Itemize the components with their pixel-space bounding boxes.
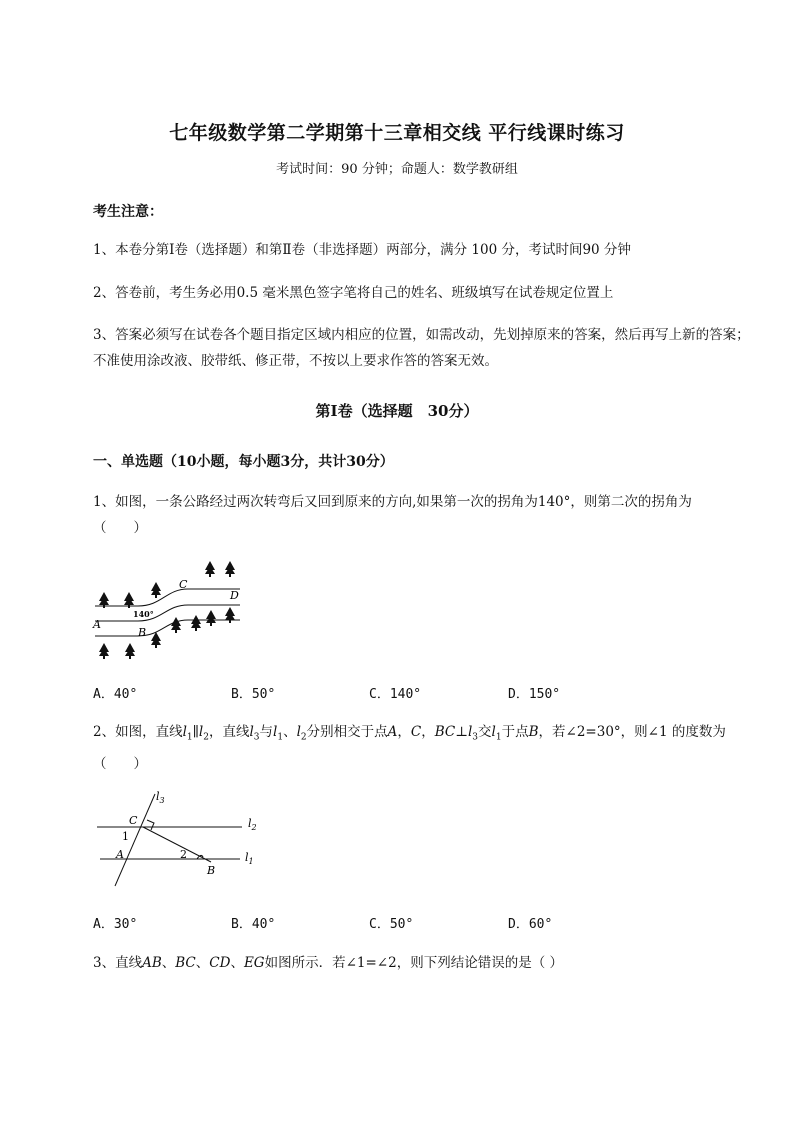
point-b-label: B	[207, 864, 216, 877]
notice-item-1: 1、本卷分第Ⅰ卷（选择题）和第Ⅱ卷（非选择题）两部分，满分 100 分，考试时间90 分钟	[93, 242, 631, 258]
question-1-figure	[90, 555, 250, 660]
exam-info: 考试时间：90 分钟；命题人：数学教研组	[276, 162, 518, 177]
road-lines	[95, 589, 240, 636]
point-d-label: D	[230, 589, 239, 602]
notice-item-3: 3、答案必须写在试卷各个题目指定区域内相应的位置，如需改动，先划掉原来的答案，然后再写上新的答案；不准使用涂改液、胶带纸、修正带，不按以上要求作答的答案无效。	[93, 327, 750, 369]
q2-option-d[interactable]: D．60°	[508, 917, 553, 932]
q1-option-b[interactable]: B．50°	[231, 687, 276, 702]
tree-icons	[99, 561, 235, 659]
point-a-label: A	[93, 618, 101, 631]
angle-2-label: 2	[180, 848, 187, 861]
question-1-text: 1、如图，一条公路经过两次转弯后又回到原来的方向,如果第一次的拐角为140°，则第二次的拐角为（ ）	[93, 494, 692, 536]
figure-lines	[97, 794, 242, 886]
angle-label: 140°	[133, 609, 154, 619]
line-l1-label: $l_1$	[245, 851, 254, 866]
section-title: 第Ⅰ卷（选择题 30分）	[315, 402, 479, 420]
q1-option-d[interactable]: D．150°	[508, 687, 561, 702]
line-l3-label: $l_3$	[156, 790, 165, 805]
q2-option-c[interactable]: C．50°	[369, 917, 414, 932]
notice-heading: 考生注意：	[93, 204, 163, 220]
point-b-label: B	[138, 626, 147, 639]
part-title: 一、单选题（10小题，每小题3分，共计30分）	[93, 454, 394, 470]
q1-option-a[interactable]: A．40°	[93, 687, 138, 702]
point-a-label: A	[116, 848, 124, 861]
question-2-figure	[90, 790, 270, 890]
page-title: 七年级数学第二学期第十三章相交线 平行线课时练习	[169, 122, 625, 144]
angle-1-label: 1	[122, 830, 129, 843]
line-l2-label: $l_2$	[248, 817, 257, 832]
q1-option-c[interactable]: C．140°	[369, 687, 422, 702]
point-c-label: C	[179, 578, 188, 591]
question-2-text: 2、如图，直线$l_1\parallel l_2$，直线$l_3$与$l_1$、$l_2$分别相交于点A，C，$BC\perp l_3$交$l_1$于点B，若∠2=30°，则∠1 的度数为（ ）	[93, 724, 726, 772]
q2-option-a[interactable]: A．30°	[93, 917, 138, 932]
point-c-label: C	[129, 814, 138, 827]
q2-option-b[interactable]: B．40°	[231, 917, 276, 932]
question-3-text: 3、直线AB、BC、CD、EG如图所示．若∠1=∠2，则下列结论错误的是（ ）	[93, 955, 563, 971]
notice-item-2: 2、答卷前，考生务必用0.5 毫米黑色签字笔将自己的姓名、班级填写在试卷规定位置上	[93, 285, 614, 301]
